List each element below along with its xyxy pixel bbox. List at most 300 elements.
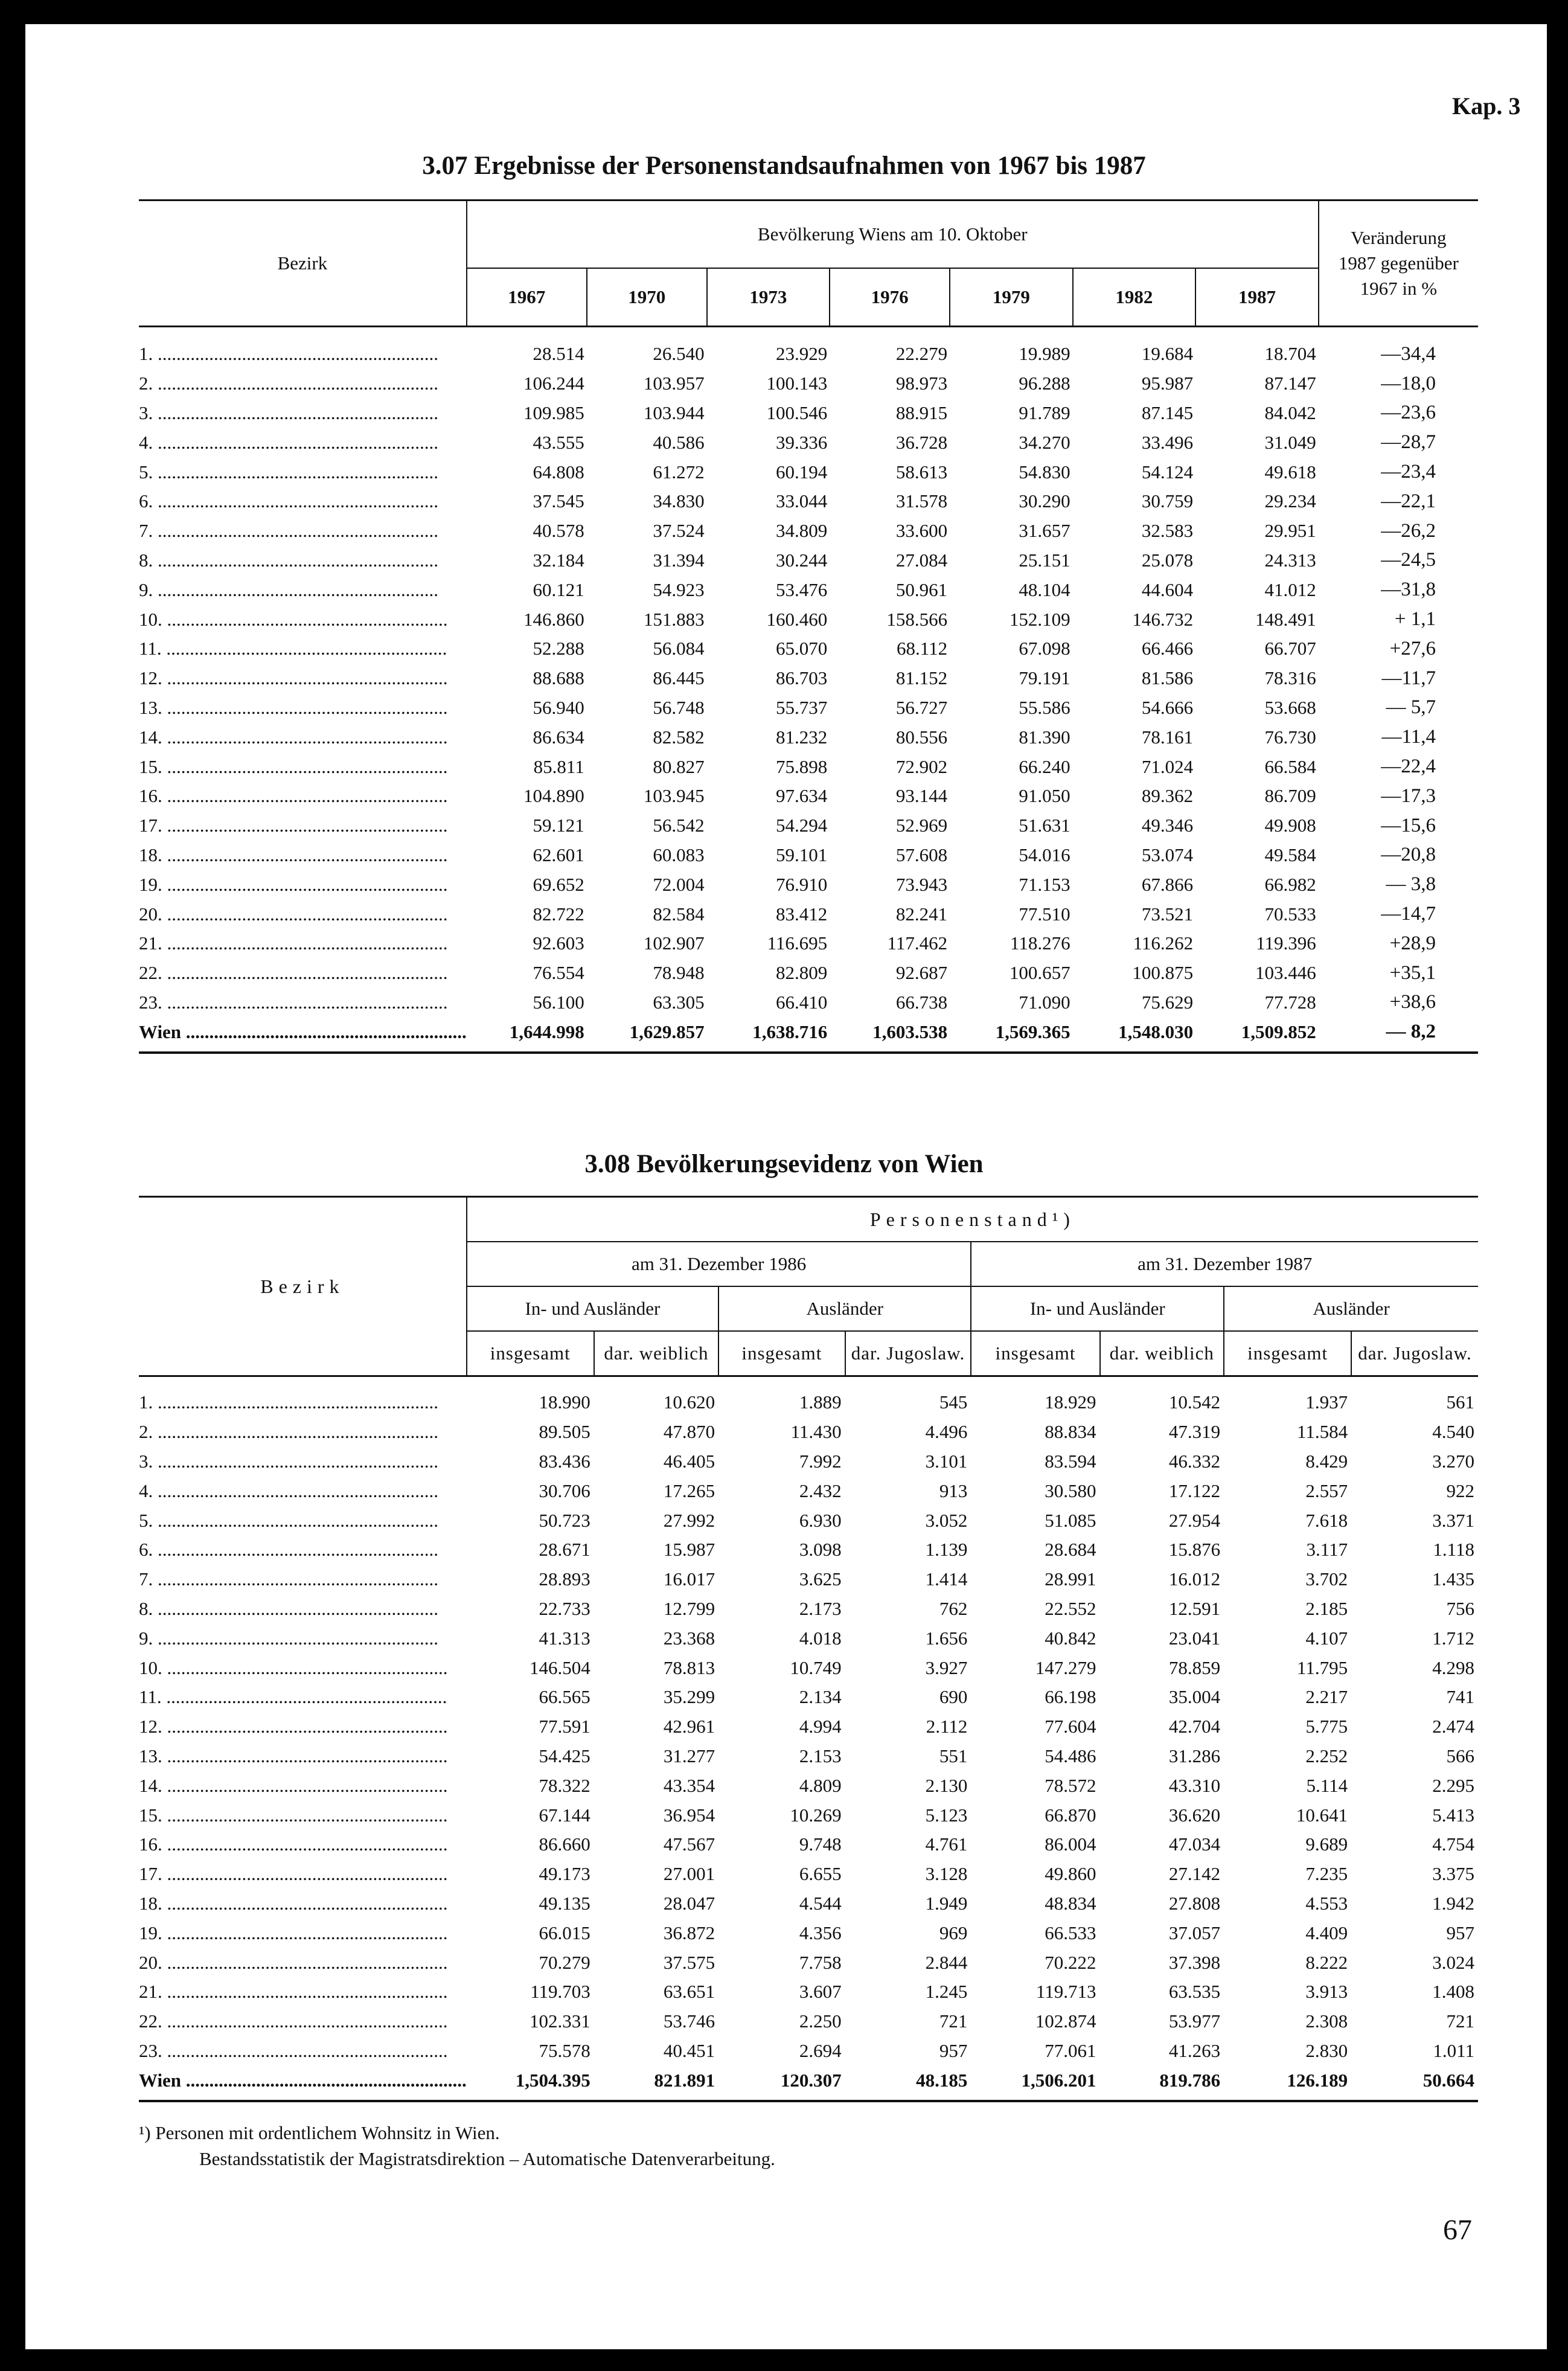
population-value: 33.600 <box>895 520 948 542</box>
table2-title: 3.08 Bevölkerungsevidenz von Wien <box>584 1150 984 1178</box>
population-value: 89.362 <box>1141 785 1194 807</box>
register-value: 102.331 <box>530 2010 590 2032</box>
population-value: 78.948 <box>653 962 705 984</box>
period-1986-header: am 31. Dezember 1986 <box>467 1242 971 1286</box>
register-value: 86.004 <box>1045 1834 1096 1855</box>
register-value: 46.405 <box>663 1450 715 1472</box>
population-value: 103.944 <box>643 402 705 423</box>
population-value: 49.346 <box>1141 815 1194 836</box>
population-value: 53.476 <box>775 579 828 600</box>
population-value: 1,548.030 <box>1073 1017 1196 1053</box>
population-value: 66.738 <box>895 991 948 1013</box>
population-value: 77.728 <box>1264 991 1316 1013</box>
register-value: 147.279 <box>1035 1657 1096 1678</box>
register-value: 1.011 <box>1433 2039 1474 2061</box>
register-value: 12.799 <box>663 1597 715 1619</box>
register-value: 1.245 <box>925 1981 968 2003</box>
sub-header-jugoslaw: dar. Jugoslaw. <box>1351 1331 1478 1376</box>
sub-header-insgesamt: insgesamt <box>971 1331 1099 1376</box>
bezirk-label: 16. ............................................................ <box>139 1834 448 1855</box>
bezirk-cell <box>139 1594 467 1624</box>
register-value: 566 <box>1446 1745 1474 1766</box>
register-value: 146.504 <box>530 1657 590 1678</box>
register-value: 49.173 <box>539 1863 590 1885</box>
bezirk-cell <box>139 1889 467 1919</box>
population-value: 26.540 <box>653 343 705 365</box>
bezirk-cell <box>139 664 467 693</box>
change-value: —22,1 <box>1381 490 1436 512</box>
population-value: 40.578 <box>533 520 584 542</box>
change-value: —28,7 <box>1381 431 1436 454</box>
population-value: 32.583 <box>1141 520 1194 542</box>
register-value: 957 <box>1446 1922 1474 1943</box>
register-value: 11.584 <box>1296 1421 1348 1443</box>
register-value: 7.618 <box>1305 1509 1348 1531</box>
population-value: 56.940 <box>533 696 584 718</box>
bezirk-label: 15. ............................................................ <box>139 756 448 777</box>
sub-header-jugoslaw: dar. Jugoslaw. <box>845 1331 971 1376</box>
population-value: 117.462 <box>887 932 948 954</box>
register-value: 2.112 <box>926 1716 968 1737</box>
population-value: 31.578 <box>895 490 948 512</box>
register-value: 47.034 <box>1168 1834 1221 1855</box>
population-value: 54.923 <box>653 579 705 600</box>
table-row <box>139 1859 1478 1889</box>
table-row <box>139 1830 1478 1859</box>
register-value: 561 <box>1446 1391 1474 1413</box>
register-value: 89.505 <box>539 1421 590 1443</box>
total-row <box>139 1017 1478 1053</box>
table-row <box>139 605 1478 634</box>
register-value: 28.893 <box>539 1568 590 1590</box>
table-row <box>139 988 1478 1018</box>
table-row <box>139 428 1478 457</box>
register-value: 16.012 <box>1168 1568 1221 1590</box>
change-header-line1: Veränderung <box>1351 227 1447 249</box>
bezirk-cell <box>139 2065 467 2101</box>
bezirk-label: 10. ............................................................ <box>139 1657 448 1678</box>
register-value: 819.786 <box>1100 2065 1224 2101</box>
table-row <box>139 693 1478 723</box>
population-register-table <box>139 1196 1478 2102</box>
register-value: 48.834 <box>1045 1892 1096 1914</box>
table-row <box>139 1447 1478 1477</box>
change-header-line3: 1967 in % <box>1360 277 1438 299</box>
bezirk-cell <box>139 1506 467 1535</box>
population-value: 39.336 <box>775 431 828 453</box>
population-value: 116.695 <box>767 932 828 954</box>
population-value: 76.730 <box>1264 726 1316 748</box>
bezirk-label: 7. ............................................................ <box>139 1568 438 1590</box>
population-value: 146.732 <box>1132 608 1194 630</box>
register-value: 4.540 <box>1432 1421 1474 1443</box>
bezirk-label: 14. ............................................................ <box>139 1774 448 1796</box>
bezirk-cell <box>139 929 467 958</box>
bezirk-cell <box>139 487 467 516</box>
table-row <box>139 752 1478 781</box>
population-value: 29.951 <box>1264 520 1316 542</box>
bezirk-label: Wien ............................................................ <box>139 1021 467 1042</box>
register-value: 3.375 <box>1432 1863 1474 1885</box>
register-value: 54.486 <box>1045 1745 1096 1766</box>
population-value: 32.184 <box>533 549 584 571</box>
bezirk-label: 1. ............................................................ <box>139 1391 438 1413</box>
register-value: 37.057 <box>1168 1922 1221 1943</box>
population-value: 1,509.852 <box>1195 1017 1319 1053</box>
table-row <box>139 664 1478 693</box>
population-value: 96.288 <box>1019 373 1070 394</box>
population-census-table <box>139 199 1478 1054</box>
change-value: —34,4 <box>1381 342 1436 365</box>
personenstand-header: Personenstand¹) <box>467 1197 1478 1242</box>
population-value: 152.109 <box>1009 608 1070 630</box>
register-value: 10.620 <box>663 1391 715 1413</box>
register-value: 4.809 <box>799 1774 842 1796</box>
change-value: +35,1 <box>1389 961 1436 984</box>
register-value: 2.557 <box>1305 1480 1348 1501</box>
register-value: 50.664 <box>1351 2065 1478 2101</box>
population-value: 100.143 <box>766 373 828 394</box>
change-value: — 5,7 <box>1386 696 1436 719</box>
register-value: 42.704 <box>1168 1716 1221 1737</box>
population-value: 69.652 <box>533 873 584 895</box>
register-value: 35.299 <box>663 1686 715 1708</box>
population-value: 24.313 <box>1264 549 1316 571</box>
auslaender-1987-header: Ausländer <box>1224 1286 1478 1331</box>
bezirk-label: 9. ............................................................ <box>139 579 438 600</box>
year-header: 1967 <box>467 268 587 327</box>
table-row <box>139 1977 1478 2007</box>
population-value: 151.883 <box>643 608 705 630</box>
table-row <box>139 722 1478 752</box>
register-value: 17.122 <box>1168 1480 1221 1501</box>
bezirk-cell <box>139 1918 467 1948</box>
table-row <box>139 457 1478 487</box>
bezirk-cell <box>139 546 467 576</box>
register-value: 1,506.201 <box>971 2065 1099 2101</box>
register-value: 2.185 <box>1305 1597 1348 1619</box>
bezirk-label: 4. ............................................................ <box>139 431 438 453</box>
register-value: 2.474 <box>1432 1716 1474 1737</box>
register-value: 969 <box>939 1922 968 1943</box>
table-row <box>139 1742 1478 1771</box>
register-value: 9.748 <box>799 1834 842 1855</box>
table-row <box>139 1653 1478 1683</box>
register-value: 2.130 <box>925 1774 968 1796</box>
bezirk-cell <box>139 988 467 1018</box>
register-value: 10.641 <box>1296 1804 1348 1826</box>
register-value: 66.565 <box>539 1686 590 1708</box>
bezirk-label: 15. ............................................................ <box>139 1804 448 1826</box>
population-value: 1,603.538 <box>830 1017 950 1053</box>
population-value: 49.908 <box>1264 815 1316 836</box>
bezirk-cell <box>139 722 467 752</box>
table-row <box>139 929 1478 958</box>
register-value: 42.961 <box>663 1716 715 1737</box>
bezirk-label: 18. ............................................................ <box>139 844 448 865</box>
register-value: 3.024 <box>1432 1951 1474 1973</box>
table-row <box>139 811 1478 841</box>
bezirk-label: 12. ............................................................ <box>139 1716 448 1737</box>
bezirk-cell <box>139 1771 467 1800</box>
population-value: 87.145 <box>1141 402 1194 423</box>
register-value: 5.775 <box>1305 1716 1348 1737</box>
population-value: 56.727 <box>895 696 948 718</box>
register-value: 3.128 <box>925 1863 968 1885</box>
register-value: 35.004 <box>1168 1686 1221 1708</box>
register-value: 721 <box>1446 2010 1474 2032</box>
bezirk-label: 12. ............................................................ <box>139 667 448 689</box>
population-value: 158.566 <box>886 608 948 630</box>
register-value: 36.620 <box>1168 1804 1221 1826</box>
register-value: 70.222 <box>1045 1951 1096 1973</box>
bezirk-cell <box>139 634 467 664</box>
population-value: 95.987 <box>1141 373 1194 394</box>
population-value: 25.151 <box>1019 549 1070 571</box>
population-value: 116.262 <box>1133 932 1194 954</box>
bezirk-cell <box>139 369 467 399</box>
population-value: 36.728 <box>895 431 948 453</box>
register-value: 47.870 <box>663 1421 715 1443</box>
bezirk-header: Bezirk <box>260 1275 345 1297</box>
bezirk-cell <box>139 1948 467 1977</box>
population-value: 54.666 <box>1141 696 1194 718</box>
population-value: 82.584 <box>653 903 705 925</box>
register-value: 31.286 <box>1168 1745 1221 1766</box>
register-value: 6.655 <box>799 1863 842 1885</box>
period-1987-header: am 31. Dezember 1987 <box>971 1242 1478 1286</box>
register-value: 3.607 <box>799 1981 842 2003</box>
change-value: —18,0 <box>1381 372 1436 394</box>
register-value: 9.689 <box>1305 1834 1348 1855</box>
bezirk-label: 17. ............................................................ <box>139 1863 448 1885</box>
register-value: 2.217 <box>1305 1686 1348 1708</box>
population-value: 56.100 <box>533 991 584 1013</box>
register-value: 821.891 <box>594 2065 718 2101</box>
register-value: 5.114 <box>1306 1774 1348 1796</box>
register-value: 3.371 <box>1432 1509 1474 1531</box>
population-value: 66.584 <box>1264 756 1316 777</box>
register-value: 23.041 <box>1168 1627 1221 1649</box>
population-value: 56.748 <box>653 696 705 718</box>
population-value: 60.194 <box>775 461 828 483</box>
register-value: 66.015 <box>539 1922 590 1943</box>
population-value: 51.631 <box>1019 815 1070 836</box>
register-value: 47.567 <box>663 1834 715 1855</box>
population-value: 25.078 <box>1141 549 1194 571</box>
population-value: 19.989 <box>1019 343 1070 365</box>
bezirk-header: Bezirk <box>277 252 328 274</box>
population-value: 53.668 <box>1264 696 1316 718</box>
population-value: 1,644.998 <box>467 1017 587 1053</box>
population-value: 92.687 <box>895 962 948 984</box>
sub-header-insgesamt: insgesamt <box>467 1331 594 1376</box>
population-value: 85.811 <box>533 756 584 777</box>
population-value: 22.279 <box>895 343 948 365</box>
table-row <box>139 1535 1478 1565</box>
register-value: 4.018 <box>799 1627 842 1649</box>
register-value: 4.107 <box>1305 1627 1348 1649</box>
bezirk-label: 3. ............................................................ <box>139 1450 438 1472</box>
bezirk-label: 16. ............................................................ <box>139 785 448 807</box>
auslaender-1986-header: Ausländer <box>718 1286 971 1331</box>
population-value: 118.276 <box>1010 932 1070 954</box>
population-value: 91.789 <box>1019 402 1070 423</box>
year-header: 1973 <box>707 268 830 327</box>
chapter-label: Kap. 3 <box>1452 92 1521 120</box>
population-value: 80.556 <box>895 726 948 748</box>
register-value: 83.594 <box>1045 1450 1096 1472</box>
bezirk-label: 19. ............................................................ <box>139 873 448 895</box>
register-value: 1.949 <box>925 1892 968 1914</box>
year-header: 1979 <box>950 268 1073 327</box>
bezirk-label: 20. ............................................................ <box>139 1951 448 1973</box>
register-value: 2.295 <box>1432 1774 1474 1796</box>
register-value: 922 <box>1446 1480 1474 1501</box>
register-value: 31.277 <box>663 1745 715 1766</box>
register-value: 120.307 <box>718 2065 845 2101</box>
register-value: 4.754 <box>1432 1834 1474 1855</box>
table-row <box>139 870 1478 899</box>
population-value: 52.288 <box>533 638 584 659</box>
population-value: 27.084 <box>895 549 948 571</box>
table-row <box>139 634 1478 664</box>
population-value: 37.545 <box>533 490 584 512</box>
population-value: 88.915 <box>895 402 948 423</box>
register-value: 10.542 <box>1168 1391 1221 1413</box>
bezirk-label: 22. ............................................................ <box>139 2010 448 2032</box>
register-value: 88.834 <box>1045 1421 1096 1443</box>
population-value: 28.514 <box>533 343 584 365</box>
population-value: 82.582 <box>653 726 705 748</box>
population-value: 77.510 <box>1019 903 1070 925</box>
population-value: 52.969 <box>895 815 948 836</box>
register-value: 23.368 <box>663 1627 715 1649</box>
bezirk-cell <box>139 1376 467 1417</box>
population-value: 71.153 <box>1019 873 1070 895</box>
table-row <box>139 1476 1478 1506</box>
register-value: 27.142 <box>1168 1863 1221 1885</box>
register-value: 957 <box>939 2039 968 2061</box>
bezirk-cell <box>139 1977 467 2007</box>
register-value: 37.575 <box>663 1951 715 1973</box>
register-value: 66.870 <box>1045 1804 1096 1826</box>
population-value: 1,629.857 <box>587 1017 707 1053</box>
bezirk-label: 1. ............................................................ <box>139 343 438 365</box>
change-value: —26,2 <box>1381 519 1436 542</box>
population-value: 34.830 <box>653 490 705 512</box>
source-note: Bestandsstatistik der Magistratsdirektion – Automatische Datenverarbeitung. <box>199 2148 775 2169</box>
bezirk-cell <box>139 516 467 546</box>
register-value: 741 <box>1446 1686 1474 1708</box>
table-row <box>139 2007 1478 2036</box>
register-value: 78.813 <box>663 1657 715 1678</box>
register-value: 1.408 <box>1432 1981 1474 2003</box>
change-value: —23,4 <box>1381 461 1436 483</box>
population-value: 18.704 <box>1264 343 1316 365</box>
register-value: 4.496 <box>925 1421 968 1443</box>
bezirk-cell <box>139 958 467 988</box>
register-value: 762 <box>939 1597 968 1619</box>
population-group-header: Bevölkerung Wiens am 10. Oktober <box>467 201 1319 269</box>
table-row <box>139 399 1478 428</box>
bezirk-cell <box>139 399 467 428</box>
change-value: — 3,8 <box>1386 873 1436 896</box>
register-value: 28.671 <box>539 1539 590 1561</box>
register-value: 11.430 <box>790 1421 842 1443</box>
register-value: 3.625 <box>799 1568 842 1590</box>
population-value: 49.584 <box>1264 844 1316 865</box>
bezirk-label: 9. ............................................................ <box>139 1627 438 1649</box>
register-value: 53.977 <box>1168 2010 1221 2032</box>
bezirk-cell <box>139 1447 467 1477</box>
register-value: 7.992 <box>799 1450 842 1472</box>
population-value: 81.232 <box>775 726 828 748</box>
population-value: 59.121 <box>533 815 584 836</box>
register-value: 86.660 <box>539 1834 590 1855</box>
bezirk-cell <box>139 1535 467 1565</box>
in-und-auslaender-1987-header: In- und Ausländer <box>971 1286 1224 1331</box>
bezirk-label: 17. ............................................................ <box>139 815 448 836</box>
register-value: 50.723 <box>539 1509 590 1531</box>
table-row <box>139 899 1478 929</box>
population-value: 100.657 <box>1009 962 1070 984</box>
bezirk-label: 13. ............................................................ <box>139 696 448 718</box>
bezirk-label: 18. ............................................................ <box>139 1892 448 1914</box>
register-value: 8.429 <box>1305 1450 1348 1472</box>
register-value: 27.954 <box>1168 1509 1221 1531</box>
register-value: 6.930 <box>799 1509 842 1531</box>
bezirk-cell <box>139 428 467 457</box>
register-value: 36.872 <box>663 1922 715 1943</box>
population-value: 55.737 <box>775 696 828 718</box>
population-value: 33.044 <box>775 490 828 512</box>
register-value: 721 <box>939 2010 968 2032</box>
population-value: 78.316 <box>1264 667 1316 689</box>
table-row <box>139 1771 1478 1800</box>
register-value: 690 <box>939 1686 968 1708</box>
bezirk-cell <box>139 1565 467 1594</box>
table-row <box>139 841 1478 870</box>
bezirk-cell <box>139 1017 467 1053</box>
population-value: 82.722 <box>533 903 584 925</box>
register-value: 5.413 <box>1432 1804 1474 1826</box>
population-value: 75.629 <box>1141 991 1194 1013</box>
register-value: 7.235 <box>1305 1863 1348 1885</box>
register-value: 15.876 <box>1168 1539 1221 1561</box>
population-value: 31.049 <box>1264 431 1316 453</box>
population-value: 86.709 <box>1264 785 1316 807</box>
bezirk-label: 4. ............................................................ <box>139 1480 438 1501</box>
sub-header-insgesamt: insgesamt <box>718 1331 845 1376</box>
table-row <box>139 516 1478 546</box>
table-row <box>139 1376 1478 1417</box>
register-value: 77.604 <box>1045 1716 1096 1737</box>
table-row <box>139 1800 1478 1830</box>
population-value: 109.985 <box>523 402 584 423</box>
register-value: 1.139 <box>925 1539 968 1561</box>
bezirk-label: 21. ............................................................ <box>139 1981 448 2003</box>
bezirk-cell <box>139 1800 467 1830</box>
bezirk-label: 23. ............................................................ <box>139 991 448 1013</box>
population-value: 60.121 <box>533 579 584 600</box>
register-value: 40.842 <box>1045 1627 1096 1649</box>
register-value: 43.354 <box>663 1774 715 1796</box>
year-header: 1982 <box>1073 268 1196 327</box>
register-value: 2.844 <box>925 1951 968 1973</box>
register-value: 7.758 <box>799 1951 842 1973</box>
population-value: 98.973 <box>895 373 948 394</box>
